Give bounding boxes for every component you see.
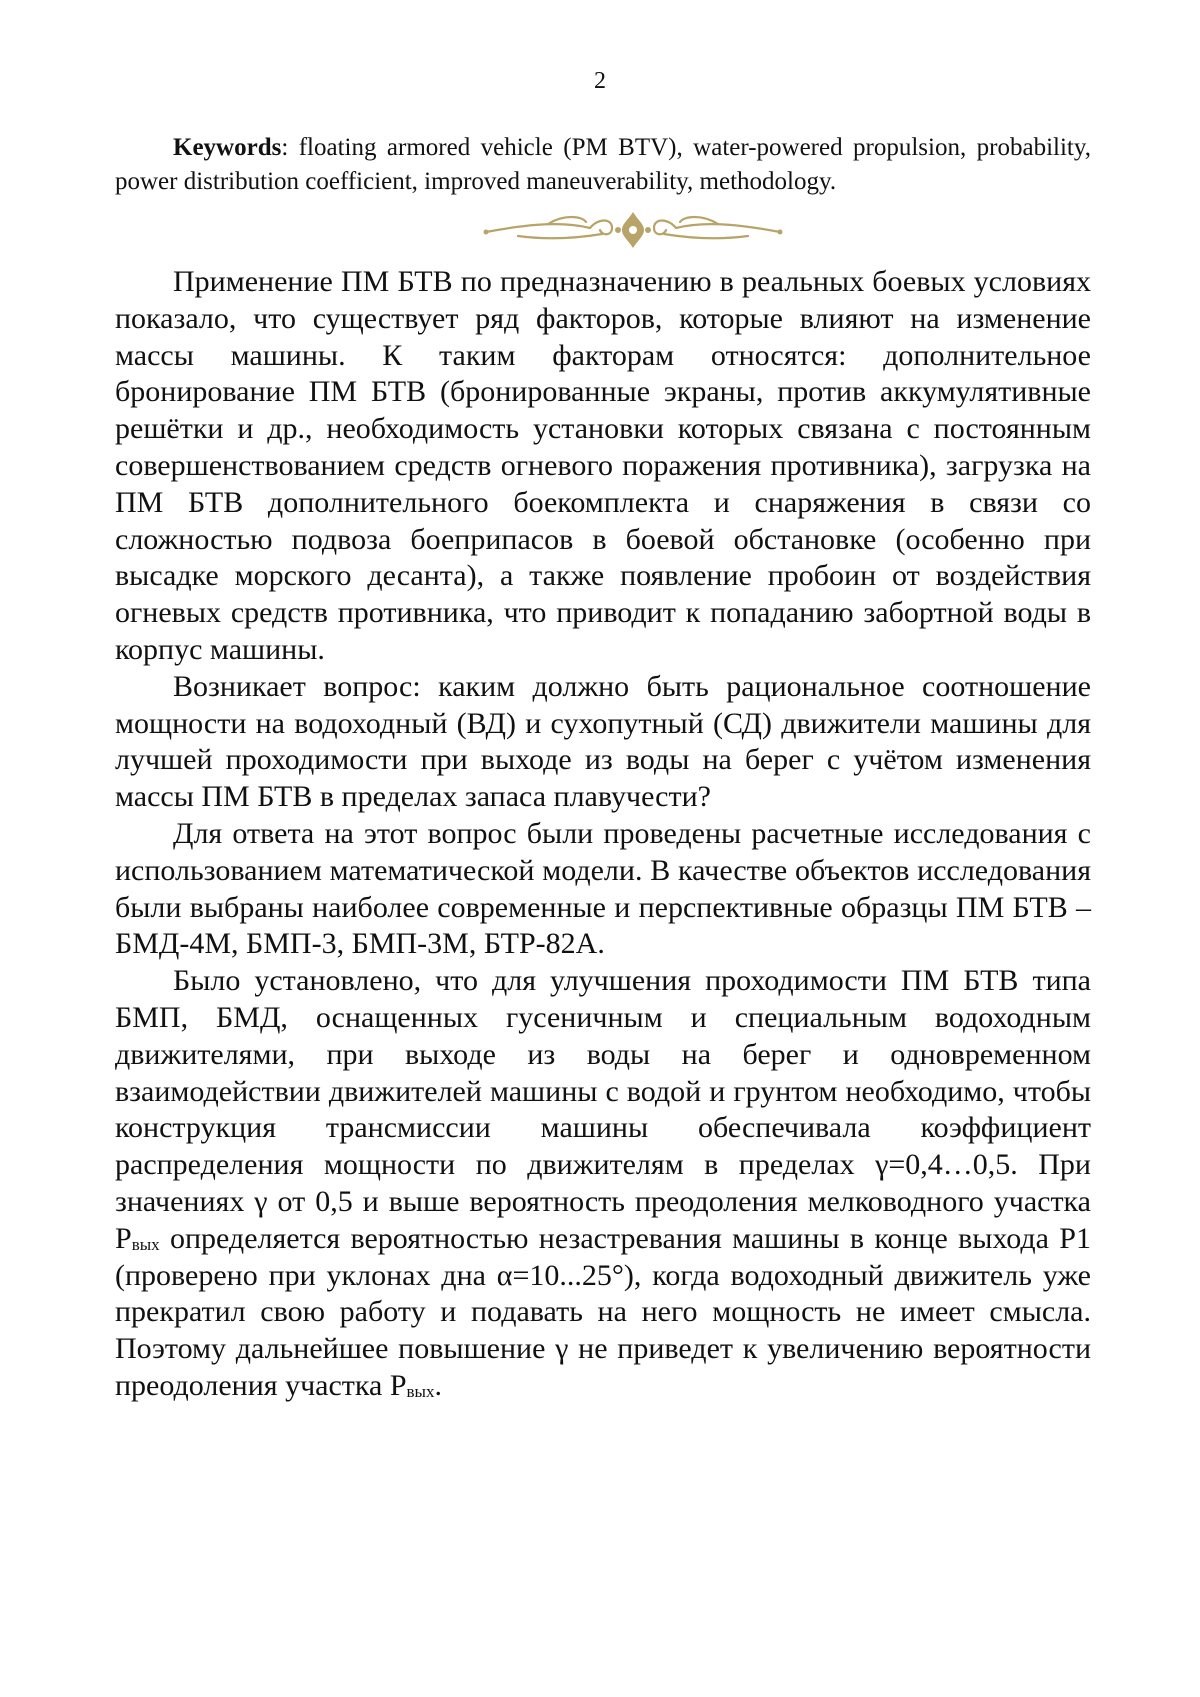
paragraph-1: Применение ПМ БТВ по предназначению в реальных боевых условиях показало, что существует ряд факторов, которые влияют на изменение массы машины. К таким факторам относятся: дополнительное бронирование ПМ БТВ (бронированные экраны, против аккумулятивные решётки и др., необходимость установки которых связана с постоянным совершенствованием средств огневого поражения противника), загрузка на ПМ БТВ дополнительного боекомплекта и снаряжения в связи со сложностью подвоза боеприпасов в боевой обстановке (особенно при высадке морского десанта), а также появление пробоин от воздействия огневых средств противника, что приводит к попаданию забортной воды в корпус машины. — [115, 265, 1091, 666]
paragraph-4-part-3: . — [434, 1368, 442, 1402]
page-number: 2 — [594, 68, 606, 94]
paragraph-2: Возникает вопрос: каким должно быть рациональное соотношение мощности на водоходный (ВД) и сухопутный (СД) движители машины для лучшей проходимости при выходе из воды на берег с учётом изменения массы ПМ БТВ в пределах запаса плавучести? — [115, 669, 1091, 814]
keywords-text: : floating armored vehicle (PM BTV), water-powered propulsion, probability, power distribution coefficient, improved maneuverability, methodology. — [115, 134, 1091, 195]
paragraph-4-part-2: определяется вероятностью незастревания машины в конце выхода Р1 (проверено при уклонах дна α=10...25°), когда водоходный движитель уже прекратил свою работу и подавать на него мощность не имеет смысла. Поэтому дальнейшее повышение γ не приведет к увеличению вероятности преодоления участка Р — [115, 1221, 1091, 1402]
keywords-label: Keywords — [173, 134, 282, 161]
subscript-vykh-2: вых — [406, 1381, 435, 1401]
decorative-divider-ornament — [478, 206, 788, 256]
paragraph-4-part-1: Было установлено, что для улучшения проходимости ПМ БТВ типа БМП, БМД, оснащенных гусеничным и специальным водоходным движителями, при выходе из воды на берег и одновременном взаимодействии движителей машины с водой и грунтом необходимо, чтобы конструкция трансмиссии машины обеспечивала коэффициент распределения мощности по движителям в пределах γ=0,4…0,5. При значениях γ от 0,5 и выше вероятность преодоления мелководного участка Р — [115, 964, 1091, 1255]
subscript-vykh-1: вых — [131, 1234, 160, 1254]
paragraph-4 — [115, 963, 1091, 1405]
paragraph-3: Для ответа на этот вопрос были проведены расчетные исследования с использованием математической модели. В качестве объектов исследования были выбраны наиболее современные и перспективные образцы ПМ БТВ – БМД-4М, БМП-3, БМП-3М, БТР-82А. — [115, 816, 1091, 961]
body-text — [115, 264, 1091, 1405]
keywords-paragraph — [115, 131, 1091, 199]
